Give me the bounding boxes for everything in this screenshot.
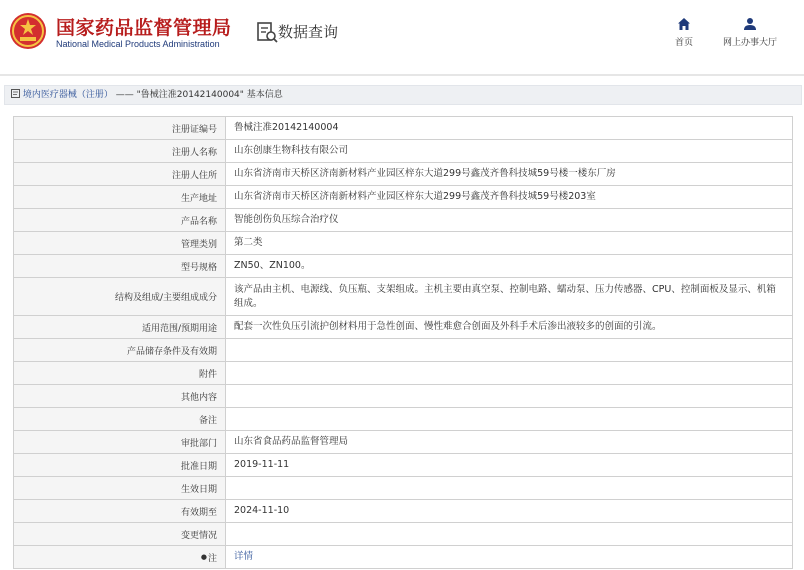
field-value: 山东省济南市天桥区济南新材料产业园区梓东大道299号鑫茂齐鲁科技城59号楼203室 xyxy=(234,191,596,202)
table-row xyxy=(14,117,792,140)
field-label: 变更情况 xyxy=(14,523,226,545)
field-value xyxy=(226,339,792,361)
field-label: 产品储存条件及有效期 xyxy=(14,339,226,361)
national-emblem-icon xyxy=(9,12,47,50)
home-icon xyxy=(677,17,691,31)
field-value: 配套一次性负压引流护创材料用于急性创面、慢性难愈合创面及外科手术后渗出液较多的创面的引流。 xyxy=(234,321,662,332)
table-row xyxy=(14,140,792,163)
field-value: 智能创伤负压综合治疗仪 xyxy=(234,214,339,225)
nav-home-label: 首页 xyxy=(674,38,693,48)
field-label: 产品名称 xyxy=(14,209,226,231)
field-label-note xyxy=(14,546,226,568)
details-link[interactable]: 详情 xyxy=(234,551,254,562)
table-row xyxy=(14,408,792,431)
field-value xyxy=(226,385,792,407)
table-row xyxy=(14,385,792,408)
user-icon xyxy=(743,17,757,31)
field-label: 注册人名称 xyxy=(14,140,226,162)
field-value xyxy=(226,408,792,430)
field-label: 注册证编号 xyxy=(14,117,226,139)
table-row xyxy=(14,339,792,362)
table-row xyxy=(14,316,792,339)
table-row xyxy=(14,477,792,500)
field-value: ZN50、ZN100。 xyxy=(234,260,311,271)
table-row xyxy=(14,186,792,209)
data-query-icon xyxy=(256,21,278,43)
nav-online-hall[interactable] xyxy=(718,17,782,48)
field-label: 管理类别 xyxy=(14,232,226,254)
note-bullet-icon: ● xyxy=(200,553,207,561)
breadcrumb xyxy=(4,85,802,105)
field-value: 2019-11-11 xyxy=(234,459,290,470)
breadcrumb-link[interactable]: 境内医疗器械（注册） xyxy=(22,90,113,100)
field-label: 结构及组成/主要组成成分 xyxy=(14,278,226,315)
nav-online-hall-label: 网上办事大厅 xyxy=(722,38,777,48)
field-value: 该产品由主机、电源线、负压瓶、支架组成。主机主要由真空泵、控制电路、蠕动泵、压力传感器、CPU、控制面板及显示、机箱组成。 xyxy=(234,283,776,309)
field-value-note xyxy=(226,546,792,568)
breadcrumb-icon xyxy=(11,89,20,98)
field-label: 有效期至 xyxy=(14,500,226,522)
field-value xyxy=(226,477,792,499)
table-row-note xyxy=(14,546,792,569)
field-label: 附件 xyxy=(14,362,226,384)
field-label: 生产地址 xyxy=(14,186,226,208)
table-row xyxy=(14,500,792,523)
field-label: 其他内容 xyxy=(14,385,226,407)
header-divider xyxy=(0,74,804,76)
field-value: 第二类 xyxy=(234,237,263,248)
field-label: 适用范围/预期用途 xyxy=(14,316,226,338)
field-label: 批准日期 xyxy=(14,454,226,476)
site-title-en: National Medical Products Administration xyxy=(56,39,220,49)
table-row xyxy=(14,454,792,477)
field-value xyxy=(226,523,792,545)
page-header xyxy=(0,0,804,72)
nav-home[interactable] xyxy=(670,17,698,48)
field-value: 山东省济南市天桥区济南新材料产业园区梓东大道299号鑫茂齐鲁科技城59号楼一楼东厂房 xyxy=(234,168,616,179)
field-label: 注册人住所 xyxy=(14,163,226,185)
field-value: 2024-11-10 xyxy=(234,505,290,516)
field-label: 型号规格 xyxy=(14,255,226,277)
field-label: 审批部门 xyxy=(14,431,226,453)
section-title: 数据查询 xyxy=(278,23,339,41)
field-value xyxy=(226,362,792,384)
field-value: 山东创康生物科技有限公司 xyxy=(234,145,349,156)
breadcrumb-separator: —— xyxy=(115,90,134,100)
table-row xyxy=(14,232,792,255)
site-title-cn: 国家药品监督管理局 xyxy=(56,17,232,39)
field-label: 备注 xyxy=(14,408,226,430)
field-label: 生效日期 xyxy=(14,477,226,499)
field-value: 鲁械注准20142140004 xyxy=(234,122,339,133)
table-row xyxy=(14,163,792,186)
field-value: 山东省食品药品监督管理局 xyxy=(234,436,349,447)
table-row xyxy=(14,362,792,385)
breadcrumb-current: "鲁械注准20142140004" 基本信息 xyxy=(136,90,283,100)
note-label: 注 xyxy=(207,553,217,564)
table-row xyxy=(14,431,792,454)
table-row xyxy=(14,278,792,316)
table-row xyxy=(14,523,792,546)
table-row xyxy=(14,209,792,232)
table-row xyxy=(14,255,792,278)
detail-table xyxy=(13,116,793,569)
